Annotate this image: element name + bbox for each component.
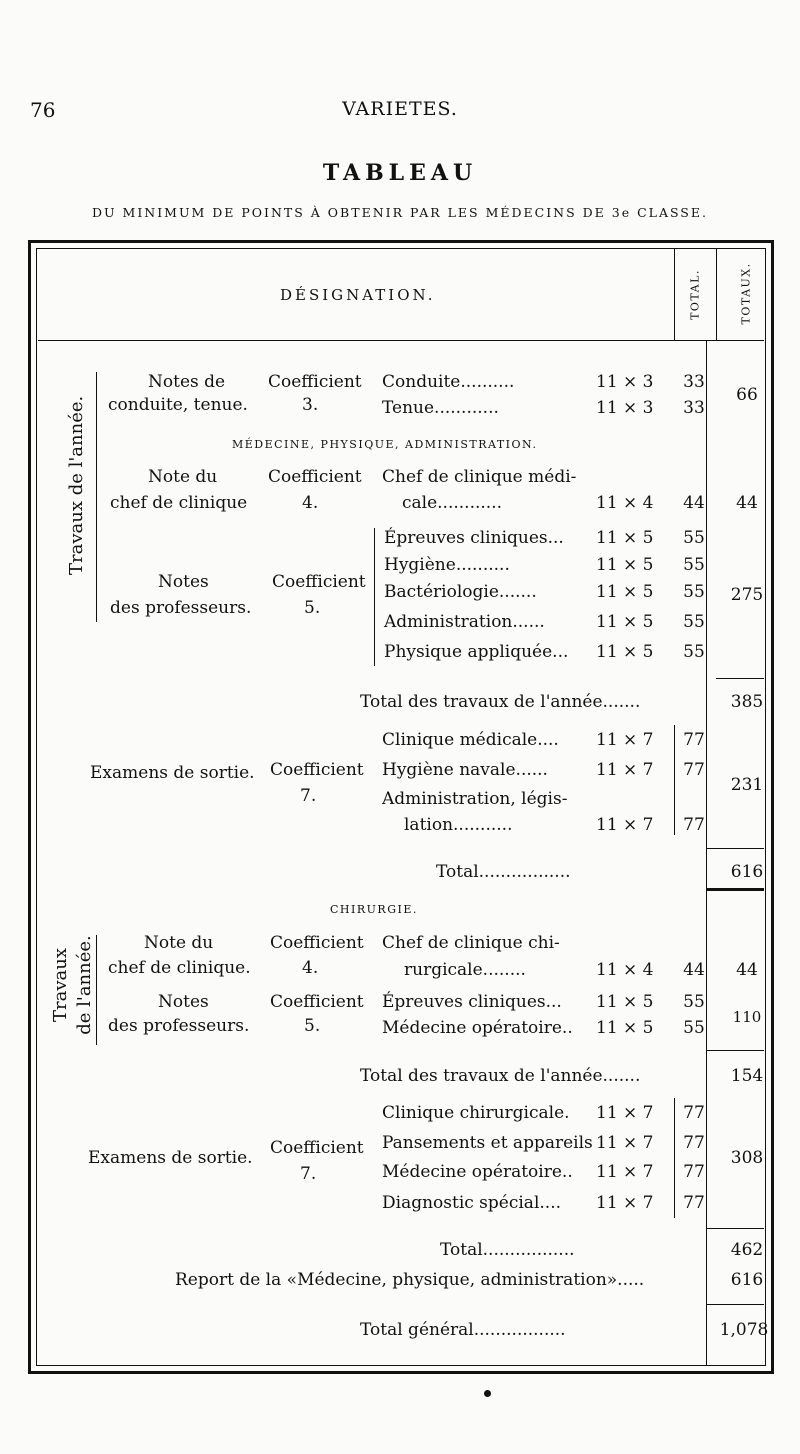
exam-chir-row4-total: 77 <box>683 1193 705 1213</box>
g3-row5-label: Physique appliquée... <box>384 642 569 662</box>
g3-coef-1: Coefficient <box>272 572 366 592</box>
exam-chir-row1-total: 77 <box>683 1103 705 1123</box>
rule-total-annee-med <box>716 678 764 679</box>
total-annee-med-value: 385 <box>730 692 764 712</box>
rule-total-annee-chir <box>706 1050 764 1051</box>
exam-med-totaux: 231 <box>730 775 764 795</box>
g1-row1-calc: 11 × 3 <box>596 372 654 392</box>
side-label-chir-1: Travaux <box>50 948 71 1022</box>
g1-coef-2: 3. <box>302 395 319 415</box>
total-general-label: Total général................. <box>360 1320 566 1340</box>
g2-coef-2: 4. <box>302 493 319 513</box>
exam-med-row3-label: Administration, légis- <box>382 789 568 809</box>
chir-g2-name-1: Notes <box>158 992 209 1012</box>
g2-label-2: cale............ <box>402 493 502 513</box>
exam-med-row4-label: lation........... <box>404 815 513 835</box>
exam-med-rule <box>674 725 675 835</box>
g3-row1-calc: 11 × 5 <box>596 528 654 548</box>
g3-coef-2: 5. <box>304 598 321 618</box>
g3-row3-label: Bactériologie....... <box>384 582 537 602</box>
header-rule <box>38 340 764 341</box>
g3-row3-calc: 11 × 5 <box>596 582 654 602</box>
report-value: 616 <box>730 1270 764 1290</box>
exam-chir-row4-label: Diagnostic spécial.... <box>382 1193 561 1213</box>
exam-chir-row2-label: Pansements et appareils <box>382 1133 593 1153</box>
rule-total-med <box>706 848 764 849</box>
chir-g2-name-2: des professeurs. <box>108 1016 250 1036</box>
g1-row2-total: 33 <box>683 398 705 418</box>
total-annee-med-label: Total des travaux de l'année....... <box>360 692 641 712</box>
total-annee-chir-label: Total des travaux de l'année....... <box>360 1066 641 1086</box>
chir-g2-row2-calc: 11 × 5 <box>596 1018 654 1038</box>
exam-chir-rule <box>674 1098 675 1218</box>
total-general-value: 1,078 <box>719 1320 769 1340</box>
chir-g1-totaux: 44 <box>736 960 758 980</box>
chir-g2-totaux: 110 <box>732 1008 762 1026</box>
total-chir-label: Total................. <box>440 1240 575 1260</box>
section-label-chirurgie: CHIRURGIE. <box>330 903 418 916</box>
g1-row2-label: Tenue............ <box>382 398 499 418</box>
col-divider-body <box>706 340 707 1366</box>
col-divider-totaux <box>716 248 717 340</box>
side-label-med: Travaux de l'année. <box>66 395 87 575</box>
chir-g1-coef-1: Coefficient <box>270 933 364 953</box>
exam-chir-row2-calc: 11 × 7 <box>596 1133 654 1153</box>
exam-med-row2-label: Hygiène navale...... <box>382 760 548 780</box>
g1-coef-1: Coefficient <box>268 372 362 392</box>
chir-g1-calc: 11 × 4 <box>596 960 654 980</box>
g2-totaux: 44 <box>736 493 758 513</box>
g2-total: 44 <box>683 493 705 513</box>
rule-total-med-bottom <box>706 888 764 891</box>
g1-name-1: Notes de <box>148 372 226 392</box>
g2-calc: 11 × 4 <box>596 493 654 513</box>
chir-g1-label-1: Chef de clinique chi- <box>382 933 560 953</box>
g1-totaux: 66 <box>736 385 758 405</box>
exam-med-row4-calc: 11 × 7 <box>596 815 654 835</box>
g3-row4-total: 55 <box>683 612 705 632</box>
g2-name-1: Note du <box>148 467 218 487</box>
g1-row1-label: Conduite.......... <box>382 372 515 392</box>
chir-g2-row1-calc: 11 × 5 <box>596 992 654 1012</box>
g2-coef-1: Coefficient <box>268 467 362 487</box>
chir-g2-row2-label: Médecine opératoire.. <box>382 1018 573 1038</box>
g3-row5-calc: 11 × 5 <box>596 642 654 662</box>
g1-name-2: conduite, tenue. <box>108 395 248 415</box>
chir-g1-coef-2: 4. <box>302 958 319 978</box>
total-chir-value: 462 <box>730 1240 764 1260</box>
chir-g1-total: 44 <box>683 960 705 980</box>
g3-row2-total: 55 <box>683 555 705 575</box>
exam-chir-totaux: 308 <box>730 1148 764 1168</box>
g3-row2-calc: 11 × 5 <box>596 555 654 575</box>
rule-total-general <box>706 1304 764 1305</box>
g3-name-2: des professeurs. <box>110 598 252 618</box>
chir-g2-row1-total: 55 <box>683 992 705 1012</box>
chir-g2-coef-2: 5. <box>304 1016 321 1036</box>
col-header-designation: DÉSIGNATION. <box>280 286 436 304</box>
side-brace-med <box>96 372 97 622</box>
exam-med-coef-2: 7. <box>300 786 317 806</box>
total-med-label: Total................. <box>436 862 571 882</box>
chir-g2-coef-1: Coefficient <box>270 992 364 1012</box>
rule-total-chir <box>706 1228 764 1229</box>
exam-chir-row3-label: Médecine opératoire.. <box>382 1162 573 1182</box>
g3-row1-label: Épreuves cliniques... <box>384 528 564 548</box>
g2-label-1: Chef de clinique médi- <box>382 467 577 487</box>
exam-med-row1-total: 77 <box>683 730 705 750</box>
total-med-value: 616 <box>730 862 764 882</box>
exam-chir-row1-label: Clinique chirurgicale. <box>382 1103 570 1123</box>
side-brace-chir <box>96 935 97 1045</box>
g2-name-2: chef de clinique <box>110 493 248 513</box>
table-title: TABLEAU <box>322 160 478 186</box>
page-number: 76 <box>30 98 56 122</box>
g3-row2-label: Hygiène.......... <box>384 555 510 575</box>
exam-chir-name: Examens de sortie. <box>88 1148 253 1168</box>
section-label-medecine: MÉDECINE, PHYSIQUE, ADMINISTRATION. <box>232 438 538 451</box>
chir-g2-row2-total: 55 <box>683 1018 705 1038</box>
exam-chir-row4-calc: 11 × 7 <box>596 1193 654 1213</box>
exam-med-row1-calc: 11 × 7 <box>596 730 654 750</box>
exam-chir-row1-calc: 11 × 7 <box>596 1103 654 1123</box>
exam-med-row1-label: Clinique médicale.... <box>382 730 559 750</box>
exam-med-coef-1: Coefficient <box>270 760 364 780</box>
col-divider-total <box>674 248 675 340</box>
report-label: Report de la «Médecine, physique, administration»..... <box>175 1270 645 1290</box>
g3-row4-calc: 11 × 5 <box>596 612 654 632</box>
side-label-chir-2: de l'année. <box>74 935 95 1035</box>
exam-chir-row2-total: 77 <box>683 1133 705 1153</box>
exam-chir-row3-total: 77 <box>683 1162 705 1182</box>
exam-chir-coef-2: 7. <box>300 1164 317 1184</box>
total-annee-chir-value: 154 <box>730 1066 764 1086</box>
table-subtitle: DU MINIMUM DE POINTS À OBTENIR PAR LES MÉDECINS DE 3e CLASSE. <box>92 205 708 220</box>
exam-chir-row3-calc: 11 × 7 <box>596 1162 654 1182</box>
chir-g2-row1-label: Épreuves cliniques... <box>382 992 562 1012</box>
g3-name-1: Notes <box>158 572 209 592</box>
chir-g1-label-2: rurgicale........ <box>404 960 526 980</box>
exam-med-row2-calc: 11 × 7 <box>596 760 654 780</box>
exam-chir-coef-1: Coefficient <box>270 1138 364 1158</box>
exam-med-row2-total: 77 <box>683 760 705 780</box>
chir-g1-name-1: Note du <box>144 933 214 953</box>
g1-row2-calc: 11 × 3 <box>596 398 654 418</box>
g3-row4-label: Administration...... <box>384 612 545 632</box>
col-header-totaux: TOTAUX. <box>739 262 753 325</box>
g3-brace <box>374 528 375 666</box>
exam-med-name: Examens de sortie. <box>90 763 255 783</box>
exam-med-row4-total: 77 <box>683 815 705 835</box>
g3-row1-total: 55 <box>683 528 705 548</box>
col-header-total: TOTAL. <box>688 269 702 320</box>
footer-dot <box>484 1390 491 1397</box>
g3-row5-total: 55 <box>683 642 705 662</box>
g3-row3-total: 55 <box>683 582 705 602</box>
chir-g1-name-2: chef de clinique. <box>108 958 251 978</box>
g3-totaux: 275 <box>730 585 764 605</box>
running-title: VARIETES. <box>342 98 458 120</box>
g1-row1-total: 33 <box>683 372 705 392</box>
